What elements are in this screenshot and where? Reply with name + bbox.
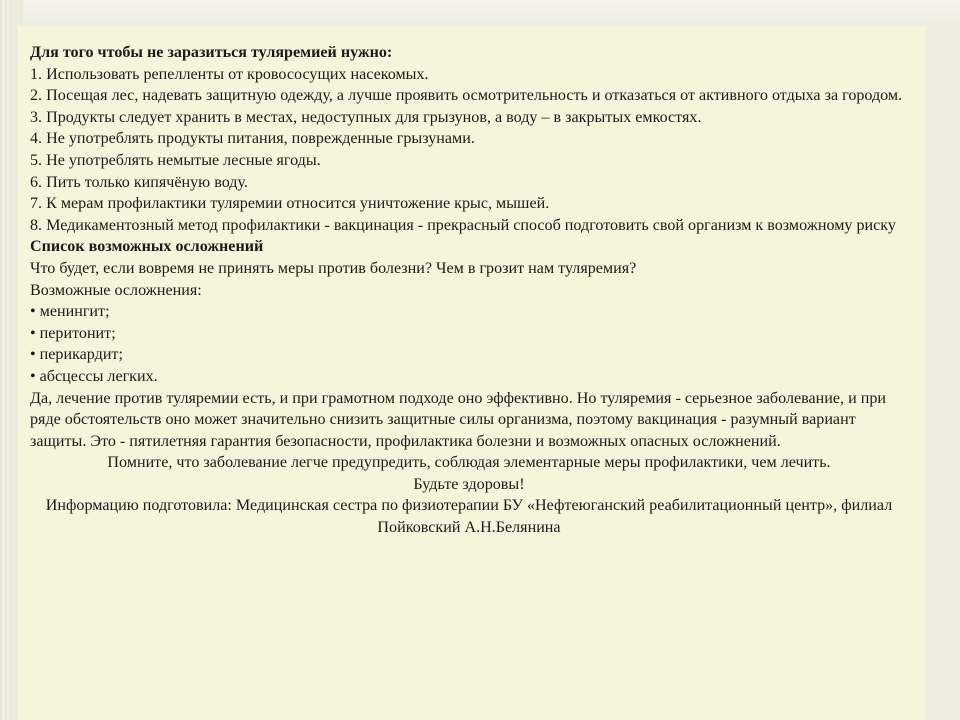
slide-content: [30, 42, 908, 539]
complication-item: • менингит;: [30, 303, 110, 321]
rule-item: 5. Не употреблять немытые лесные ягоды.: [30, 151, 321, 169]
complications-label: Возможные осложнения:: [30, 281, 202, 299]
rule-item: 6. Пить только кипячёную воду.: [30, 173, 248, 191]
complications-heading: Список возможных осложнений: [30, 238, 264, 256]
complication-item: • перикардит;: [30, 346, 123, 364]
prevention-heading: Для того чтобы не заразиться туляремией нужно:: [30, 44, 393, 61]
question-text: Что будет, если вовремя не принять меры против болезни? Чем в грозит нам туляремия?: [30, 259, 637, 277]
slide: [18, 26, 926, 720]
rule-item: 4. Не употреблять продукты питания, поврежденные грызунами.: [30, 130, 475, 148]
credits-text: Информацию подготовила: Медицинская сестра по физиотерапии БУ «Нефтеюганский реабилитационный центр», филиал Пойковский А.Н.Белянина: [45, 497, 893, 537]
rule-item: 2. Посещая лес, надевать защитную одежду, а лучше проявить осмотрительность и отказаться от активного отдыха за городом.: [30, 87, 903, 105]
rule-item: 7. К мерам профилактики туляремии относится уничтожение крыс, мышей.: [30, 195, 550, 213]
rule-item: 8. Медикаментозный метод профилактики - вакцинация - прекрасный способ подготовить свой организм к возможному риску: [30, 216, 896, 234]
complication-item: • перитонит;: [30, 324, 116, 342]
complication-item: • абсцессы легких.: [30, 367, 158, 385]
top-band: [0, 0, 960, 26]
conclusion-paragraph: Да, лечение против туляремии есть, и при грамотном подходе оно эффективно. Но туляремия - серьезное заболевание, и при ряде обстоятельств оно может значительно снизить защитные силы организма, поэтому вакцинация - разумный вариант защиты. Это - пятилетняя гарантия безопасности, профилактика болезни и возможных опасных осложнений.: [30, 389, 886, 450]
rule-item: 1. Использовать репелленты от кровососущих насекомых.: [30, 65, 429, 83]
wish-text: Будьте здоровы!: [413, 475, 525, 493]
reminder-text: Помните, что заболевание легче предупредить, соблюдая элементарные меры профилактики, чем лечить.: [107, 454, 831, 472]
rule-item: 3. Продукты следует хранить в местах, недоступных для грызунов, а воду – в закрытых емкостях.: [30, 108, 702, 126]
